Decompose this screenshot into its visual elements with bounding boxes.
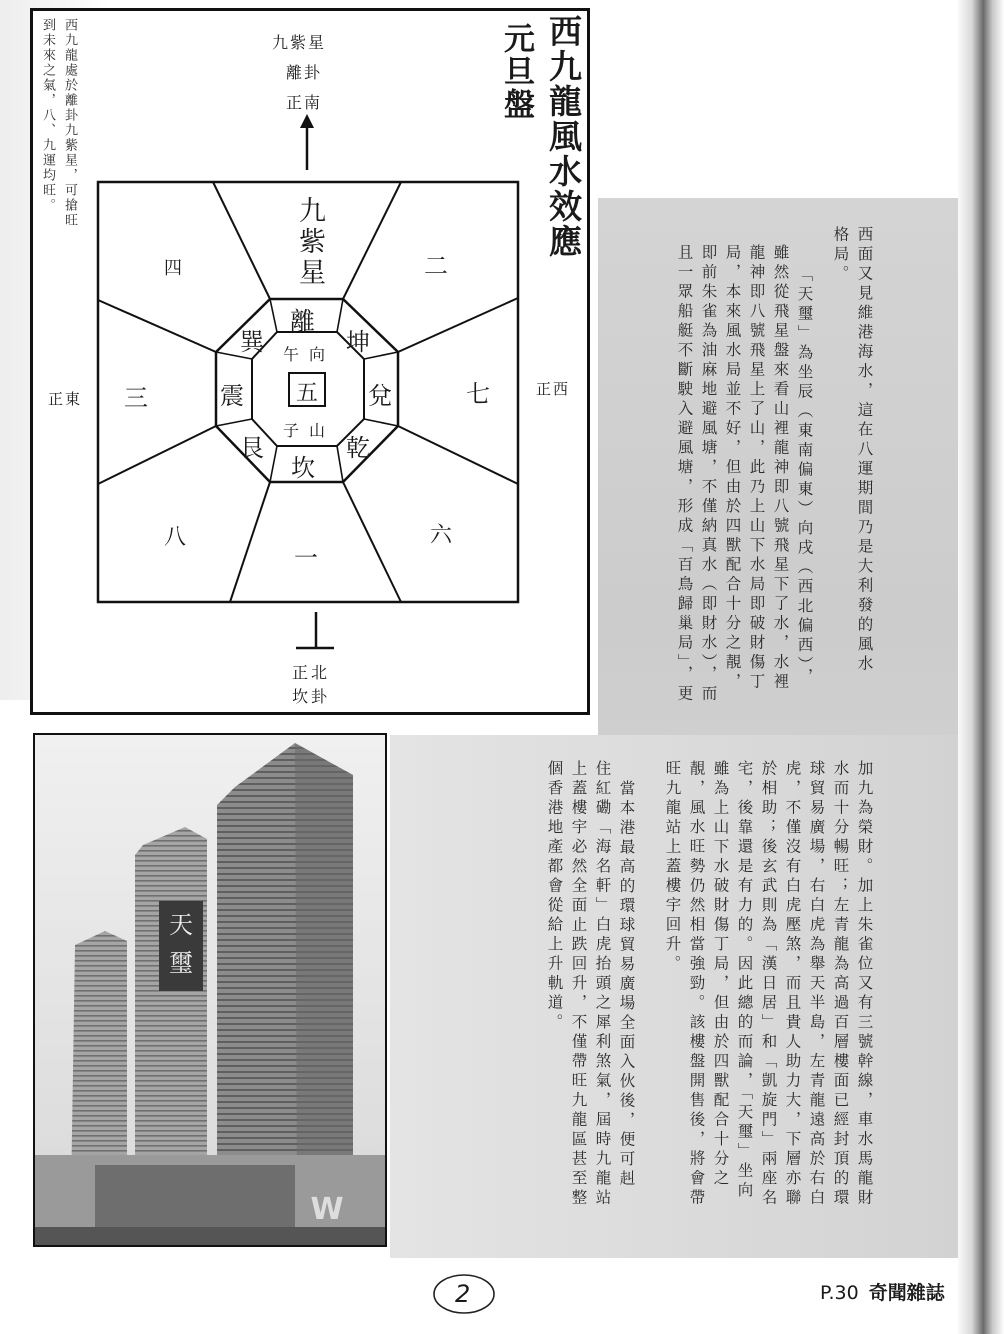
trigram-qian: 乾 bbox=[346, 434, 370, 462]
body-lower-col-7: 雖為上山下水破財傷丁局，但由於四獸配合十分之 bbox=[711, 760, 730, 1189]
photo-west-kowloon-towers bbox=[33, 733, 387, 1247]
trigram-zhen: 震 bbox=[220, 382, 244, 410]
handwritten-page-mark: 2 bbox=[455, 1280, 471, 1308]
chart-title: 元旦盤 bbox=[498, 22, 534, 121]
body-upper-col-8: 且一眾船艇不斷駛入避風塘，形成「百鳥歸巢局」，更 bbox=[675, 244, 694, 705]
body-upper-col-5: 龍神即八號飛星上了山，此乃上山下水局即破財傷丁 bbox=[747, 244, 766, 693]
label-due-north: 正北 bbox=[292, 663, 331, 682]
palace-southeast-number: 六 bbox=[430, 523, 453, 548]
palace-north-text: 九紫星 bbox=[294, 196, 325, 289]
body-upper-col-2: 格局。 bbox=[831, 226, 850, 285]
body-lower-col-3: 球貿易廣場，右白虎為舉天半島，左青龍遠高於右白 bbox=[807, 760, 826, 1209]
trigram-dui: 兌 bbox=[368, 382, 392, 410]
body-upper-col-3: 「天璽」為坐辰（東南偏東）向戌（西北偏西）， bbox=[795, 266, 814, 688]
center-number: 五 bbox=[296, 381, 319, 406]
body-lower-col-12: 上蓋樓宇必然全面止跌回升，不僅帶旺九龍區甚至整 bbox=[569, 760, 588, 1209]
label-nine-purple-star: 九紫星 bbox=[272, 33, 327, 52]
body-lower-col-13: 個香港地產都會從給上升軌道。 bbox=[545, 760, 564, 1033]
body-lower-col-2: 水而十分暢旺；左青龍為高過百層樓面已經封頂的環 bbox=[831, 760, 850, 1209]
label-li-trigram: 離卦 bbox=[286, 63, 323, 82]
palace-northwest-number: 四 bbox=[164, 258, 182, 279]
palace-south-number: 一 bbox=[294, 544, 318, 572]
label-due-south: 正南 bbox=[286, 93, 323, 112]
side-note-line-1: 西九龍處於離卦九紫星，可搶旺 bbox=[62, 18, 77, 228]
body-lower-col-9: 旺九龍站上蓋樓宇回升。 bbox=[663, 760, 682, 975]
body-lower-col-4: 虎，不僅沒有白虎壓煞，而且貴人助力大，下層亦聯 bbox=[783, 760, 802, 1209]
body-upper-col-4: 雖然從飛星盤來看山裡龍神即八號飛星下了水，水裡 bbox=[771, 244, 790, 693]
body-lower-col-10: 當本港最高的環球貿易廣場全面入伙後，便可赳 bbox=[617, 780, 636, 1190]
body-lower-col-5: 於相助；後玄武則為「漢日居」和「凱旋門」兩座名 bbox=[759, 760, 778, 1209]
page-footer bbox=[820, 1278, 945, 1305]
side-note-line-2: 到未來之氣，八、九運均旺。 bbox=[40, 18, 55, 213]
cullinan-tower bbox=[135, 827, 207, 1195]
trigram-li: 離 bbox=[290, 307, 316, 336]
trigram-kan: 坎 bbox=[291, 454, 315, 482]
body-lower-col-1: 加九為榮財。加上朱雀位又有三號幹線，車水馬龍財 bbox=[855, 760, 874, 1209]
article-title: 西九龍風水效應 bbox=[544, 14, 583, 259]
magazine-name: 奇聞雜誌 bbox=[868, 1282, 945, 1304]
label-due-east: 正東 bbox=[48, 390, 83, 408]
w-hotel-logo: W bbox=[310, 1192, 344, 1227]
palace-west-number: 三 bbox=[124, 384, 148, 412]
body-lower-col-6: 宅，後靠還是有力的。因此總的而論，「天璽」坐向 bbox=[735, 760, 754, 1201]
page-number: P.30 bbox=[820, 1282, 859, 1304]
body-lower-col-11: 住紅磡「海名軒」白虎抬頭之犀利煞氣，屆時九龍站 bbox=[593, 760, 612, 1209]
body-lower-col-8: 靚，風水旺勢仍然相當強勁。該樓盤開售後，將會帶 bbox=[687, 760, 706, 1209]
body-upper-col-6: 局，本來風水局並不好，但由於四獸配合十分之靚， bbox=[723, 244, 742, 693]
trigram-gen: 艮 bbox=[240, 434, 264, 462]
svg-text:璽: 璽 bbox=[169, 949, 193, 977]
palace-southwest-number: 八 bbox=[164, 525, 187, 550]
palace-east-number: 七 bbox=[466, 380, 490, 408]
trigram-xun: 巽 bbox=[240, 328, 264, 356]
svg-text:天: 天 bbox=[169, 911, 193, 939]
center-facing: 午向 bbox=[283, 345, 336, 364]
body-upper-col-7: 即前朱雀為油麻地避風塘，不僅納真水（即財水），而 bbox=[699, 244, 718, 705]
center-sitting: 子山 bbox=[283, 421, 336, 440]
trigram-kun: 坤 bbox=[346, 328, 370, 356]
body-upper-col-1: 西面又見維港海水，這在八運期間乃是大利發的風水 bbox=[855, 226, 874, 675]
label-kan-trigram: 坎卦 bbox=[292, 687, 331, 706]
north-arrow-icon bbox=[300, 114, 314, 128]
palace-northeast-number: 二 bbox=[424, 252, 448, 280]
label-due-west: 正西 bbox=[536, 380, 571, 398]
